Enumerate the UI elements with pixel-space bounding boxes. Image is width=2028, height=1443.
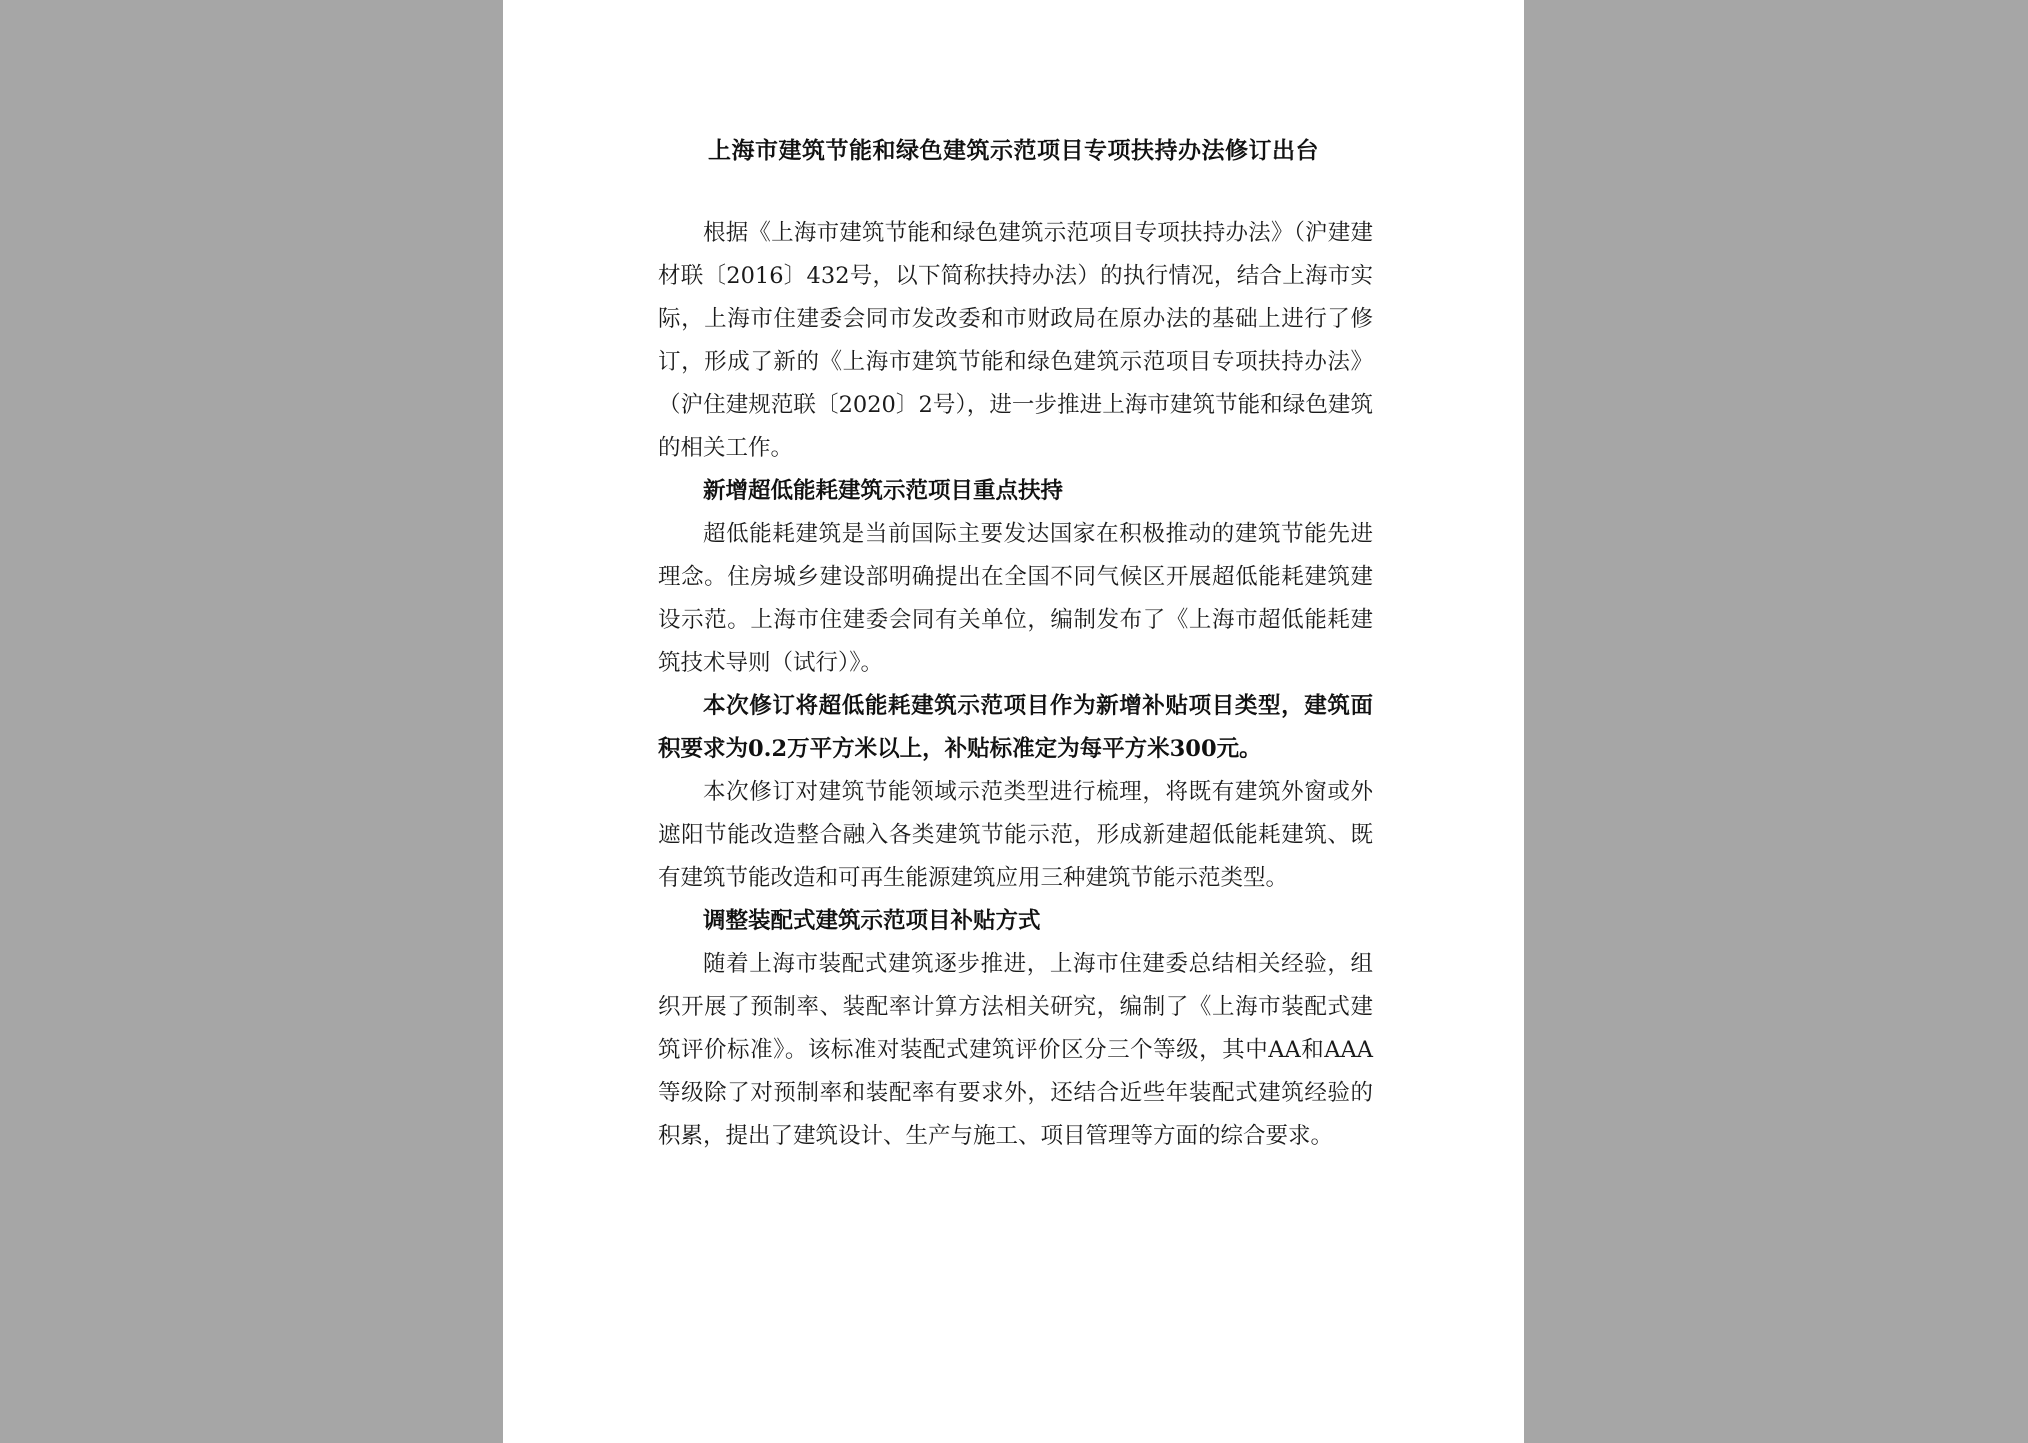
document-body [658, 212, 1373, 1158]
section-heading-ultra-low-energy: 新增超低能耗建筑示范项目重点扶持 [703, 478, 1064, 504]
paragraph-intro: 根据《上海市建筑节能和绿色建筑示范项目专项扶持办法》（沪建建材联〔2016〕432号，以下简称扶持办法）的执行情况，结合上海市实际，上海市住建委会同市发改委和市财政局在原办法的基础上进行了修订，形成了新的《上海市建筑节能和绿色建筑示范项目专项扶持办法》（沪住建规范联〔2020〕2号），进一步推进上海市建筑节能和绿色建筑的相关工作。 [658, 220, 1373, 461]
paragraph-demo-types: 本次修订对建筑节能领域示范类型进行梳理，将既有建筑外窗或外遮阳节能改造整合融入各类建筑节能示范，形成新建超低能耗建筑、既有建筑节能改造和可再生能源建筑应用三种建筑节能示范类型。 [658, 779, 1373, 891]
paragraph-subsidy-standard: 本次修订将超低能耗建筑示范项目作为新增补贴项目类型，建筑面积要求为0.2万平方米以上，补贴标准定为每平方米300元。 [658, 693, 1373, 762]
document-page [503, 0, 1524, 1443]
section-heading-prefabricated: 调整装配式建筑示范项目补贴方式 [703, 908, 1041, 934]
document-title: 上海市建筑节能和绿色建筑示范项目专项扶持办法修订出台 [708, 137, 1319, 164]
paragraph-ultra-low-energy: 超低能耗建筑是当前国际主要发达国家在积极推动的建筑节能先进理念。住房城乡建设部明确提出在全国不同气候区开展超低能耗建筑建设示范。上海市住建委会同有关单位，编制发布了《上海市超低能耗建筑技术导则（试行）》。 [658, 521, 1373, 676]
paragraph-prefabricated: 随着上海市装配式建筑逐步推进，上海市住建委总结相关经验，组织开展了预制率、装配率计算方法相关研究，编制了《上海市装配式建筑评价标准》。该标准对装配式建筑评价区分三个等级，其中AA和AAA等级除了对预制率和装配率有要求外，还结合近些年装配式建筑经验的积累，提出了建筑设计、生产与施工、项目管理等方面的综合要求。 [658, 951, 1373, 1149]
